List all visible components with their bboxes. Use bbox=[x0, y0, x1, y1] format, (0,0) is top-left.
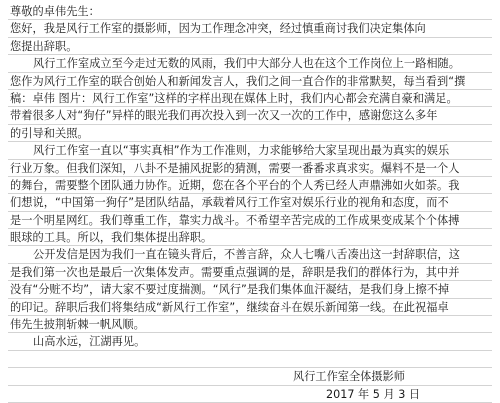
greeting: 尊敬的卓伟先生： bbox=[8, 3, 492, 20]
paragraph-2-line-1: 风行工作室成立至今走过无数的风雨，我们中大部分人也在这个工作岗位上一路相随。 bbox=[8, 55, 492, 72]
closing-line: 山高水远，江湖再见。 bbox=[8, 333, 492, 350]
paragraph-3-line-2: 行业万象。但我们深知，八卦不是捕风捉影的猜测，需要一番番求真求实。爆料不是一个人 bbox=[8, 160, 492, 177]
paragraph-1-line-1: 您好，我是风行工作室的摄影师，因为工作理念冲突，经过慎重商讨我们决定集体向 bbox=[8, 20, 492, 37]
paragraph-3-line-4: 们想说，“中国第一狗仔”是团队结晶，承载着风行工作室对娱乐行业的视角和态度，而不 bbox=[8, 194, 492, 211]
signature-row bbox=[8, 368, 492, 385]
paragraph-4-line-4: 的印记。辞职后我们将集结成“新风行工作室”，继续奋斗在娱乐新闻第一线。在此祝福卓 bbox=[8, 299, 492, 316]
paragraph-1-line-2: 您提出辞职。 bbox=[8, 38, 492, 55]
paragraph-4-line-3: 没有“分赃不均”，请大家不要过度揣测。“风行”是我们集体血汗凝结，是我们身上擦不掉 bbox=[8, 281, 492, 298]
blank-ruled-line bbox=[8, 351, 492, 368]
paragraph-2-line-2: 您作为风行工作室的联合创始人和新闻发言人，我们之间一直合作的非常默契，每当看到“撰 bbox=[8, 73, 492, 90]
date: 2017 年 5 月 3 日 bbox=[326, 387, 421, 401]
paragraph-3-line-6: 眼球的工具。所以，我们集体提出辞职。 bbox=[8, 229, 492, 246]
paragraph-2-line-4: 带着很多人对“狗仔”异样的眼光我们再次投入到一次又一次的工作中，感谢您这么多年 bbox=[8, 107, 492, 124]
paragraph-2-line-3: 稿：卓伟 图片：风行工作室”这样的字样出现在媒体上时，我们内心都会充满自豪和满足。 bbox=[8, 90, 492, 107]
paragraph-3-line-5: 是一个明星网红。我们尊重工作，靠实力战斗。不希望辛苦完成的工作成果变成某个个体搏 bbox=[8, 212, 492, 229]
paragraph-4-line-1: 公开发信是因为我们一直在镜头背后，不善言辞，众人七嘴八舌凑出这一封辞职信，这 bbox=[8, 246, 492, 263]
paragraph-4-line-2: 是我们第一次也是最后一次集体发声。需要重点强调的是，辞职是我们的群体行为，其中并 bbox=[8, 264, 492, 281]
paragraph-3-line-3: 的舞台，需要整个团队通力协作。近期，您在各个平台的个人秀已经人声鼎沸如火如荼。我 bbox=[8, 177, 492, 194]
date-row bbox=[8, 386, 492, 403]
paragraph-2-line-5: 的引导和关照。 bbox=[8, 125, 492, 142]
paragraph-4-line-5: 伟先生披荆斩棘一帆风顺。 bbox=[8, 316, 492, 333]
signature: 风行工作室全体摄影师 bbox=[293, 370, 405, 384]
paragraph-3-line-1: 风行工作室一直以“事实真相”作为工作准则，力求能够给大家呈现出最为真实的娱乐 bbox=[8, 142, 492, 159]
